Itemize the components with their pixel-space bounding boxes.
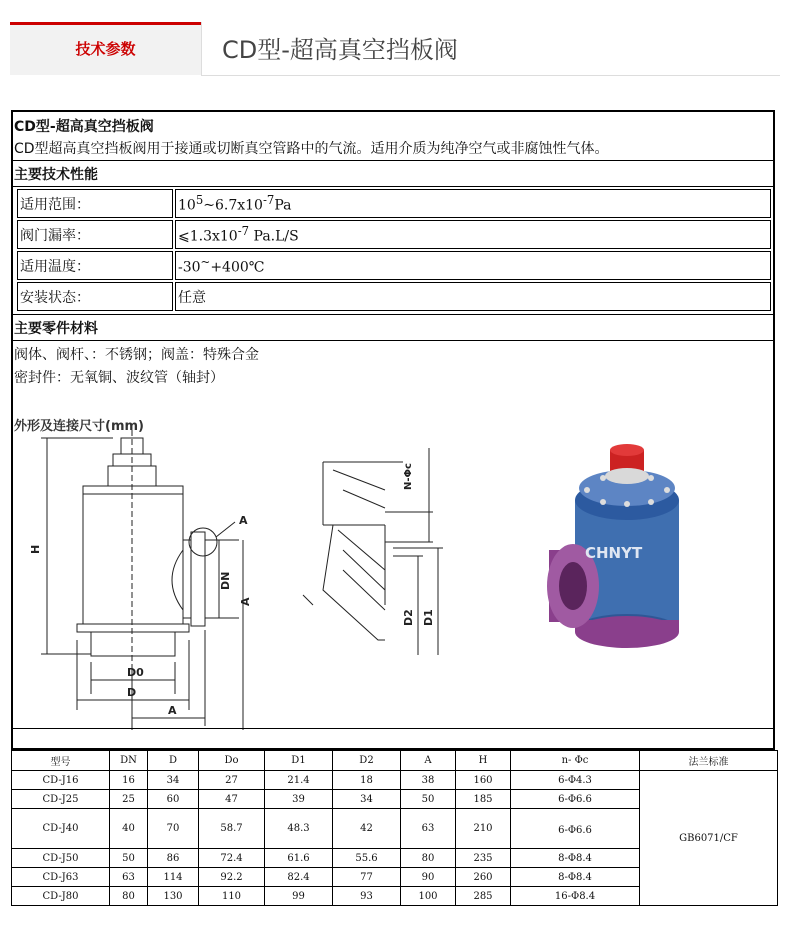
cell: 50 <box>110 849 148 868</box>
cell: 63 <box>110 868 148 887</box>
cell: 100 <box>401 887 456 906</box>
materials-heading: 主要零件材料 <box>14 321 98 337</box>
perf-label: 适用温度： <box>17 251 173 280</box>
cell: 130 <box>148 887 199 906</box>
label-A-bottom: A <box>168 704 177 717</box>
label-DN: DN <box>219 571 232 590</box>
col-header: D <box>148 751 199 771</box>
divider <box>13 160 773 161</box>
perf-value: 任意 <box>175 282 771 311</box>
cell: 185 <box>456 790 511 809</box>
divider <box>13 340 773 341</box>
cell: 6-Φ4.3 <box>511 771 640 790</box>
flange-standard-cell: GB6071/CF <box>640 771 778 906</box>
cell: 93 <box>333 887 401 906</box>
perf-row <box>17 220 771 249</box>
cell: 8-Φ8.4 <box>511 868 640 887</box>
tab-underline <box>201 75 780 76</box>
col-header: D1 <box>265 751 333 771</box>
perf-label: 阀门漏率： <box>17 220 173 249</box>
drawing-title: 外形及连接尺寸(mm) <box>14 419 144 434</box>
cell: 40 <box>110 809 148 849</box>
cell: 21.4 <box>265 771 333 790</box>
perf-row <box>17 251 771 280</box>
cell: CD-J16 <box>12 771 110 790</box>
perf-row <box>17 282 771 311</box>
page-title: CD型-超高真空挡板阀 <box>222 36 458 64</box>
cell: 25 <box>110 790 148 809</box>
perf-row <box>17 189 771 218</box>
cell: 72.4 <box>199 849 265 868</box>
cell: 6-Φ6.6 <box>511 790 640 809</box>
cell: CD-J80 <box>12 887 110 906</box>
label-D1: D1 <box>422 609 435 626</box>
cell: 70 <box>148 809 199 849</box>
label-D0: D0 <box>127 666 144 679</box>
cell: 18 <box>333 771 401 790</box>
cell: 55.6 <box>333 849 401 868</box>
divider <box>13 728 773 729</box>
performance-table <box>15 187 773 313</box>
cell: CD-J40 <box>12 809 110 849</box>
cell: 92.2 <box>199 868 265 887</box>
front-view <box>41 430 243 730</box>
performance-heading: 主要技术性能 <box>14 167 98 183</box>
cell: 210 <box>456 809 511 849</box>
cell: 114 <box>148 868 199 887</box>
cell: 27 <box>199 771 265 790</box>
cell: 34 <box>148 771 199 790</box>
cell: 42 <box>333 809 401 849</box>
cell: 60 <box>148 790 199 809</box>
cell: 80 <box>401 849 456 868</box>
label-callout-A: A <box>239 514 248 527</box>
cell: 38 <box>401 771 456 790</box>
cell: 47 <box>199 790 265 809</box>
cell: 8-Φ8.4 <box>511 849 640 868</box>
spec-header-row <box>12 751 778 771</box>
dimension-drawing <box>13 430 773 730</box>
cell: 63 <box>401 809 456 849</box>
cell: 16-Φ8.4 <box>511 887 640 906</box>
col-header: H <box>456 751 511 771</box>
tab-divider <box>201 22 202 76</box>
tab-bar <box>10 22 780 76</box>
spec-table <box>11 750 778 906</box>
cell: 50 <box>401 790 456 809</box>
divider <box>13 314 773 315</box>
cell: 99 <box>265 887 333 906</box>
col-header: A <box>401 751 456 771</box>
col-header: D2 <box>333 751 401 771</box>
cell: 82.4 <box>265 868 333 887</box>
cell: 58.7 <box>199 809 265 849</box>
cell: 16 <box>110 771 148 790</box>
col-header: n- Φc <box>511 751 640 771</box>
col-header: 型号 <box>12 751 110 771</box>
perf-value: $10^5\sim 6.7x10^{-7}Pa$ <box>175 189 771 218</box>
label-A: A <box>239 597 252 606</box>
cell: 39 <box>265 790 333 809</box>
intro-text: CD型超高真空挡板阀用于接通或切断真空管路中的气流。适用介质为纯净空气或非腐蚀性气体。 <box>14 141 609 157</box>
col-header: 法兰标准 <box>640 751 778 771</box>
label-D2: D2 <box>402 609 415 626</box>
table-row <box>12 771 778 790</box>
label-H: H <box>29 544 42 554</box>
cell: 34 <box>333 790 401 809</box>
cell: 260 <box>456 868 511 887</box>
cell: 61.6 <box>265 849 333 868</box>
materials-line: 阀体、阀杆、：不锈钢；阀盖：特殊合金 <box>14 347 259 363</box>
materials-line: 密封件：无氧铜、波纹管（轴封） <box>14 370 224 386</box>
tab-technical-params[interactable]: 技术参数 <box>10 22 201 75</box>
perf-value: $⩽1.3x10^{-7}$ Pa.L/S <box>175 220 771 249</box>
cell: 160 <box>456 771 511 790</box>
spec-frame <box>11 110 775 750</box>
cell: 48.3 <box>265 809 333 849</box>
col-header: Do <box>199 751 265 771</box>
col-header: DN <box>110 751 148 771</box>
cell: CD-J50 <box>12 849 110 868</box>
cell: 80 <box>110 887 148 906</box>
brand-logo: CHNYT <box>585 544 643 562</box>
perf-label: 安装状态： <box>17 282 173 311</box>
intro-heading: CD型-超高真空挡板阀 <box>14 119 154 135</box>
cell: CD-J25 <box>12 790 110 809</box>
cell: 235 <box>456 849 511 868</box>
cell: 285 <box>456 887 511 906</box>
perf-value: -30~+400℃ <box>175 251 771 280</box>
label-D: D <box>127 686 137 699</box>
cell: 77 <box>333 868 401 887</box>
cell: 6-Φ6.6 <box>511 809 640 849</box>
cell: 90 <box>401 868 456 887</box>
cell: CD-J63 <box>12 868 110 887</box>
cell: 86 <box>148 849 199 868</box>
perf-label: 适用范围： <box>17 189 173 218</box>
cell: 110 <box>199 887 265 906</box>
label-nphic: N-Φc <box>403 463 414 490</box>
